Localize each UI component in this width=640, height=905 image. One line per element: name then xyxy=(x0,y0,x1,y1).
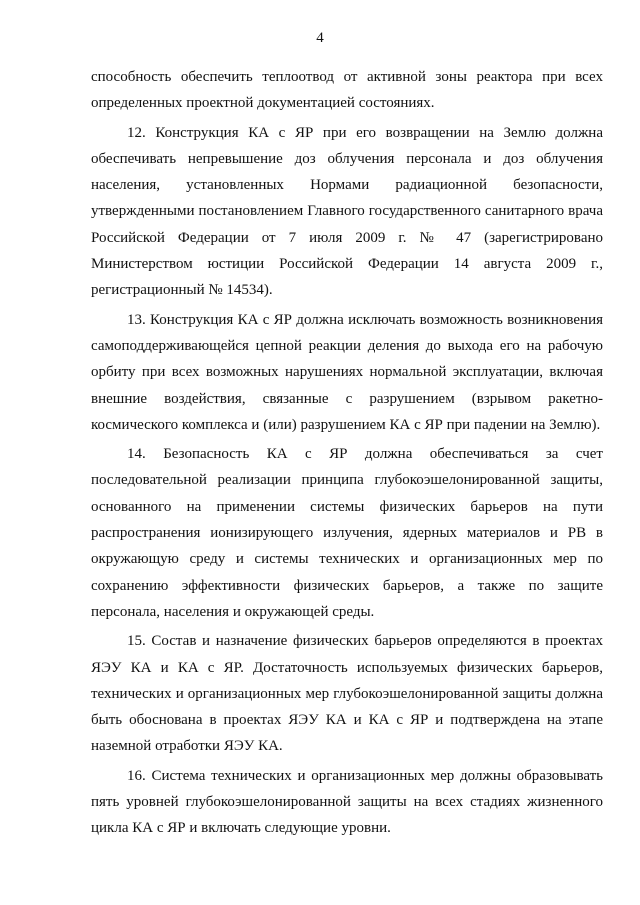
paragraph-15: 15. Состав и назначение физических барьеров определяются в проектах ЯЭУ КА и КА с ЯР. Достаточность используемых физических барьеров, технических и организационных мер глубокоэшелонированной защиты должна быть обоснована в проектах ЯЭУ КА и КА с ЯР и подтверждена на этапе наземной отработки ЯЭУ КА. xyxy=(91,633,603,755)
paragraph-14: 14. Безопасность КА с ЯР должна обеспечиваться за счет последовательной реализации принципа глубокоэшелонированной защиты, основанного на применении системы физических барьеров на пути распространения ионизирующего излучения, ядерных материалов и РВ в окружающую среду и системы технических и организационных мер по сохранению эффективности физических барьеров, а также по защите персонала, населения и окружающей среды. xyxy=(91,446,603,620)
paragraph-12: 12. Конструкция КА с ЯР при его возвращении на Землю должна обеспечивать непревышение доз облучения персонала и доз облучения населения, установленных Нормами радиационной безопасности, утвержденными постановлением Главного государственного санитарного врача Российской Федерации от 7 июля 2009 г. № 47 (зарегистрировано Министерством юстиции Российской Федерации 14 августа 2009 г., регистрационный № 14534). xyxy=(91,124,603,299)
page-number: 4 xyxy=(316,30,324,46)
paragraph-16: 16. Система технических и организационных мер должны образовывать пять уровней глубокоэшелонированной защиты на всех стадиях жизненного цикла КА с ЯР и включать следующие уровни. xyxy=(91,767,603,837)
paragraph-continuation: способность обеспечить теплоотвод от активной зоны реактора при всех определенных проектной документацией состояниях. xyxy=(91,69,603,112)
document-body xyxy=(91,64,603,845)
paragraph-13: 13. Конструкция КА с ЯР должна исключать возможность возникновения самоподдерживающейся цепной реакции деления до выхода его на рабочую орбиту при всех возможных нарушениях нормальной эксплуатации, включая внешние воздействия, связанные с разрушением (взрывом ракетно-космического комплекса и (или) разрушением КА с ЯР при падении на Землю). xyxy=(91,311,603,433)
